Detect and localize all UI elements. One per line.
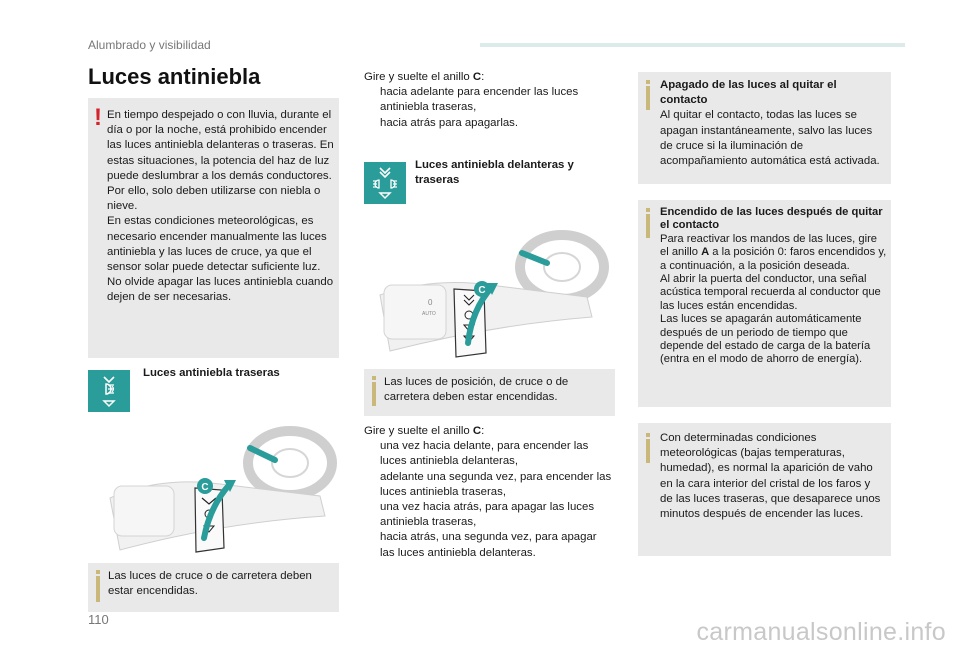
warning-text-2: En estas condiciones meteorológicas, es necesario encender manualmente las luces antiniebla y las luces de cruce, ya que el sensor solar puede detectar suficiente luz. xyxy=(107,215,327,274)
warning-box xyxy=(88,98,339,358)
section-header: Alumbrado y visibilidad xyxy=(88,38,211,52)
stalk-label-zero: 0 xyxy=(428,298,433,307)
list-item: adelante una segunda vez, para encender las luces antiniebla traseras, xyxy=(380,470,612,498)
list-item: hacia atrás, una segunda vez, para apagar las luces antiniebla delanteras. xyxy=(380,531,597,559)
list-item: hacia adelante para encender las luces antiniebla traseras, xyxy=(380,86,579,114)
box1-text: Al quitar el contacto, todas las luces se apagan instantáneamente, salvo las luces de cruce si la iluminación de acompañamiento automática está activada. xyxy=(660,109,880,168)
front-stalk-diagram xyxy=(372,225,612,365)
front-note-text: Las luces de posición, de cruce o de carretera deben estar encendidas. xyxy=(384,376,569,404)
rear-note-box xyxy=(88,563,339,612)
header-bar xyxy=(480,43,905,47)
info-box-condensation xyxy=(638,423,891,556)
box2-text: Para reactivar los mandos de las luces, gire el anillo A a la posición 0: faros encendidos y, a continuación, a la posición deseada. xyxy=(660,232,887,272)
front-diagram-label: C xyxy=(478,285,486,296)
col2-bullets-2 xyxy=(364,439,614,561)
warning-text-3: No olvide apagar las luces antiniebla cuando dejen de ser necesarias. xyxy=(107,276,334,304)
col2-bullets xyxy=(364,85,609,131)
info-icon xyxy=(646,433,650,463)
list-item: una vez hacia delante, para encender las luces antiniebla delanteras, xyxy=(380,440,589,468)
rear-fog-light-icon xyxy=(88,370,130,412)
box2-title: Encendido de las luces después de quitar el contacto xyxy=(660,206,883,232)
front-fog-heading: Luces antiniebla delanteras y traseras xyxy=(415,159,574,187)
rear-diagram-label: C xyxy=(201,482,209,493)
front-fog-light-icon xyxy=(364,162,406,204)
info-icon xyxy=(372,376,376,406)
box3-text: Con determinadas condiciones meteorológicas (bajas temperaturas, humedad), es normal la aparición de vaho en la cara interior del cristal de los faros y de las luces traseras, que desaparece unos minutos después de encender las luces. xyxy=(660,432,881,521)
front-note-box xyxy=(364,369,615,416)
col2-intro-2: Gire y suelte el anillo C: una vez hacia delante, para encender las luces antiniebla delanteras, adelante una segunda vez, para encender las luces antiniebla traseras, una vez hacia atrás, para apagar las luces antiniebla traseras, hacia atrás, una segunda vez, para apagar las luces antiniebla delanteras. xyxy=(364,424,614,561)
rear-fog-heading: Luces antiniebla traseras xyxy=(143,367,280,379)
rear-stalk-diagram xyxy=(100,418,340,558)
warning-text: En tiempo despejado o con lluvia, durante el día o por la noche, está prohibido encender las luces antiniebla delanteras o traseras. En estas situaciones, la potencia del haz de luz puede deslumbrar a los demás conductores. Por ello, solo deben utilizarse con niebla o nieve. xyxy=(107,109,334,213)
info-icon xyxy=(646,80,650,110)
list-item: una vez hacia atrás, para apagar las luces antiniebla traseras, xyxy=(380,501,595,529)
page-title: Luces antiniebla xyxy=(88,64,261,89)
list-item: hacia atrás para apagarlas. xyxy=(380,116,519,129)
col2-intro: Gire y suelte el anillo C: hacia adelante para encender las luces antiniebla traseras, hacia atrás para apagarlas. xyxy=(364,70,609,131)
exclamation-icon: ! xyxy=(94,104,102,131)
box2-text-3: Las luces se apagarán automáticamente después de un periodo de tiempo que depende del estado de carga de la batería (entra en el modo de ahorro de energía). xyxy=(660,313,871,366)
page-number: 110 xyxy=(88,612,109,627)
box2-text-2: Al abrir la puerta del conductor, una señal acústica temporal recuerda al conductor que las luces están encendidas. xyxy=(660,273,881,312)
info-box-lights-after-contact xyxy=(638,200,891,407)
info-box-contact-off xyxy=(638,72,891,184)
rear-note-text: Las luces de cruce o de carretera deben estar encendidas. xyxy=(108,570,312,598)
box1-title: Apagado de las luces al quitar el contacto xyxy=(660,79,837,107)
watermark: carmanualsonline.info xyxy=(696,618,946,646)
info-icon xyxy=(96,570,100,602)
info-icon xyxy=(646,208,650,238)
stalk-label-auto: AUTO xyxy=(422,311,436,317)
